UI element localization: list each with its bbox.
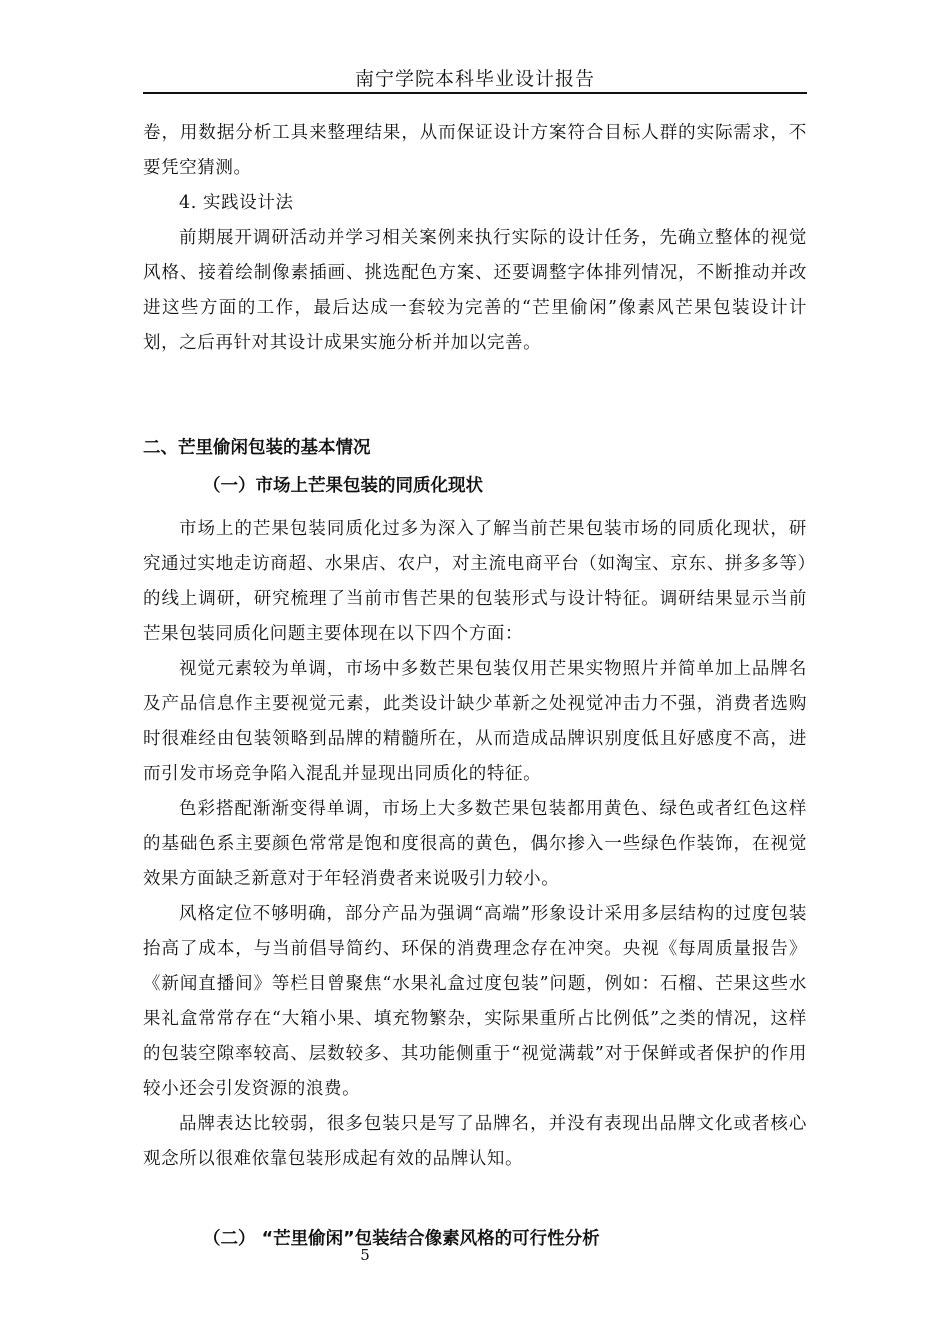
section-heading-2: 二、芒里偷闲包装的基本情况 (143, 438, 371, 458)
page-number (0, 1246, 950, 1264)
spacer (143, 504, 807, 512)
list-item-practice-method: 4. 实践设计法 (179, 193, 294, 213)
paragraph-practice: 前期展开调研活动并学习相关案例来执行实际的设计任务，先确立整体的视觉风格、接着绘制像素插画、挑选配色方案、还要调整字体排列情况，不断推动并改进这些方面的工作，最后达成一套较为完善的“芒里偷闲”像素风芒果包装设计计划，之后再针对其设计成果实施分析并加以完善。 (143, 228, 807, 353)
spacer (143, 361, 807, 431)
subsection-heading-2: （二） “芒里偷闲”包装结合像素风格的可行性分析 (203, 1229, 600, 1249)
spacer (143, 1177, 807, 1222)
paragraph-visual: 视觉元素较为单调，市场中多数芒果包装仅用芒果实物照片并简单加上品牌名及产品信息作主要视觉元素，此类设计缺少革新之处视觉冲击力不强，消费者选购时很难经由包装领略到品牌的精髓所在，从而造成品牌识别度低且好感度不高，进而引发市场竞争陷入混乱并显现出同质化的特征。 (143, 659, 807, 784)
paragraph-color: 色彩搭配渐渐变得单调，市场上大多数芒果包装都用黄色、绿色或者红色这样的基础色系主要颜色常常是饱和度很高的黄色，偶尔掺入一些绿色作装饰，在视觉效果方面缺乏新意对于年轻消费者来说吸引力较小。 (143, 799, 807, 889)
paragraph-style: 风格定位不够明确，部分产品为强调“高端”形象设计采用多层结构的过度包装抬高了成本，与当前倡导简约、环保的消费理念存在冲突。央视《每周质量报告》《新闻直播间》等栏目曾聚焦“水果礼盒过度包装”问题，例如：石榴、芒果这些水果礼盒常常存在“大箱小果、填充物繁杂，实际果重所占比例低”之类的情况，这样的包装空隙率较高、层数较多、其功能侧重于“视觉满载”对于保鲜或者保护的作用较小还会引发资源的浪费。 (143, 904, 807, 1099)
paragraph-brand: 品牌表达比较弱，很多包装只是写了品牌名，并没有表现出品牌文化或者核心观念所以很难依靠包装形成起有效的品牌认知。 (143, 1114, 807, 1169)
header-divider (143, 92, 807, 94)
subsection-heading-1: （一）市场上芒果包装的同质化现状 (203, 476, 483, 496)
page-header-title: 南宁学院本科毕业设计报告 (354, 68, 595, 90)
paragraph-continuation: 卷，用数据分析工具来整理结果，从而保证设计方案符合目标人群的实际需求，不要凭空猜测。 (143, 123, 807, 178)
page-content (143, 116, 807, 1257)
page-number-text: 5 (360, 1246, 370, 1264)
paragraph-market: 市场上的芒果包装同质化过多为深入了解当前芒果包装市场的同质化现状，研究通过实地走访商超、水果店、农户，对主流电商平台（如淘宝、京东、拼多多等）的线上调研，研究梳理了当前市售芒果的包装形式与设计特征。调研结果显示当前芒果包装同质化问题主要体现在以下四个方面： (143, 519, 807, 644)
